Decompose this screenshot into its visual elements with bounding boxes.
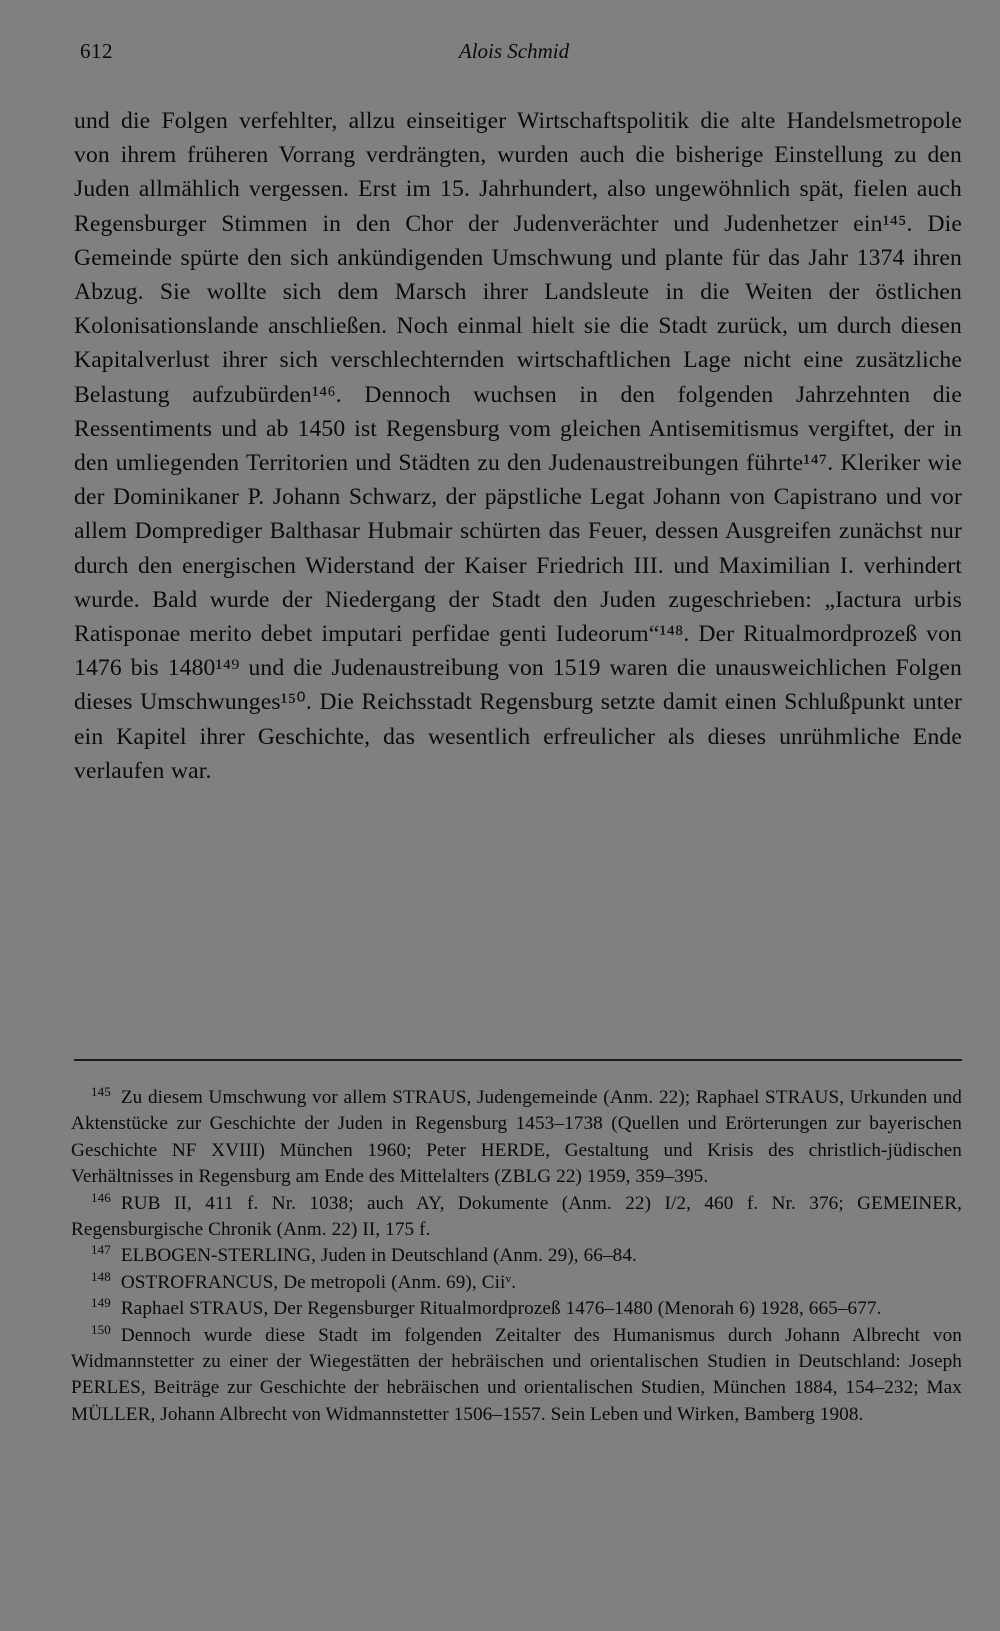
footnote-divider xyxy=(74,1059,962,1061)
footnote-text: Raphael STRAUS, Der Regensburger Ritualmordprozeß 1476–1480 (Menorah 6) 1928, 665–677. xyxy=(120,1298,882,1320)
footnote-150: 150 Dennoch wurde diese Stadt im folgenden Zeitalter des Humanismus durch Johann Albrecht von Widmannstetter zu einer der Wiegestätten der hebräischen und orientalischen Studien in Deutschland: Joseph PERLES, Beiträge zur Geschichte der hebräischen und orientalischen Studien, München 1884, 154–232; Max MÜLLER, Johann Albrecht von Widmannstetter 1506–1557. Sein Leben und Wirken, Bamberg 1908. xyxy=(71,1321,962,1425)
page-header xyxy=(74,36,954,66)
footnote-145: 145 Zu diesem Umschwung vor allem STRAUS, Judengemeinde (Anm. 22); Raphael STRAUS, Urkunden und Aktenstücke zur Geschichte der Juden in Regensburg 1453–1738 (Quellen und Erörterungen zur bayerischen Geschichte NF XVIII) München 1960; Peter HERDE, Gestaltung und Krisis des christlich-jüdischen Verhältnisses in Regensburg am Ende des Mittelalters (ZBLG 22) 1959, 359–395. xyxy=(71,1084,962,1188)
footnotes-section xyxy=(71,1085,962,1428)
footnote-149: 149 Raphael STRAUS, Der Regensburger Ritualmordprozeß 1476–1480 (Menorah 6) 1928, 665–677. xyxy=(91,1295,882,1320)
footnote-text: Dennoch wurde diese Stadt im folgenden Zeitalter des Humanismus durch Johann Albrecht von Widmannstetter zu einer der Wiegestätten der hebräischen und orientalischen Studien in Deutschland: Joseph PERLES, Beiträge zur Geschichte der hebräischen und orientalischen Studien, München 1884, 154–232; Max MÜLLER, Johann Albrecht von Widmannstetter 1506–1557. Sein Leben und Wirken, Bamberg 1908. xyxy=(71,1324,962,1425)
footnote-text: Zu diesem Umschwung vor allem STRAUS, Judengemeinde (Anm. 22); Raphael STRAUS, Urkunden und Aktenstücke zur Geschichte der Juden in Regensburg 1453–1738 (Quellen und Erörterungen zur bayerischen Geschichte NF XVIII) München 1960; Peter HERDE, Gestaltung und Krisis des christlich-jüdischen Verhältnisses in Regensburg am Ende des Mittelalters (ZBLG 22) 1959, 359–395. xyxy=(71,1087,962,1188)
footnote-text: RUB II, 411 f. Nr. 1038; auch AY, Dokumente (Anm. 22) I/2, 460 f. Nr. 376; GEMEINER, Regensburgische Chronik (Anm. 22) II, 175 f. xyxy=(71,1192,962,1241)
footnote-147: 147 ELBOGEN-STERLING, Juden in Deutschland (Anm. 29), 66–84. xyxy=(91,1242,637,1267)
footnote-146: 146 RUB II, 411 f. Nr. 1038; auch AY, Dokumente (Anm. 22) I/2, 460 f. Nr. 376; GEMEINER, Regensburgische Chronik (Anm. 22) II, 175 f. xyxy=(71,1189,962,1241)
footnote-148: 148 OSTROFRANCUS, De metropoli (Anm. 69), Ciiᵛ. xyxy=(91,1268,517,1293)
body-paragraph: und die Folgen verfehlter, allzu einseitiger Wirtschaftspolitik die alte Handelsmetropole von ihrem früheren Vorrang verdrängten, wurden auch die bisherige Einstellung zu den Juden allmählich vergessen. Erst im 15. Jahrhundert, also ungewöhnlich spät, fielen auch Regensburger Stimmen in den Chor der Judenverächter und Judenhetzer ein¹⁴⁵. Die Gemeinde spürte den sich ankündigenden Umschwung und plante für das Jahr 1374 ihren Abzug. Sie wollte sich dem Marsch ihrer Landsleute in die Weiten der östlichen Kolonisationslande anschließen. Noch einmal hielt sie die Stadt zurück, um durch diesen Kapitalverlust ihrer sich verschlechternden wirtschaftlichen Lage nicht eine zusätzliche Belastung aufzubürden¹⁴⁶. Dennoch wuchsen in den folgenden Jahrzehnten die Ressentiments und ab 1450 ist Regensburg vom gleichen Antisemitismus vergiftet, der in den umliegenden Territorien und Städten zu den Judenaustreibungen führte¹⁴⁷. Kleriker wie der Dominikaner P. Johann Schwarz, der päpstliche Legat Johann von Capistrano und vor allem Domprediger Balthasar Hubmair schürten das Feuer, dessen Ausgreifen zunächst nur durch den energischen Widerstand der Kaiser Friedrich III. und Maximilian I. verhindert wurde. Bald wurde der Niedergang der Stadt den Juden zugeschrieben: „Iactura urbis Ratisponae merito debet imputari perfidae genti Iudeorum“¹⁴⁸. Der Ritualmordprozeß von 1476 bis 1480¹⁴⁹ und die Judenaustreibung von 1519 waren die unausweichlichen Folgen dieses Umschwunges¹⁵⁰. Die Reichsstadt Regensburg setzte damit einen Schlußpunkt unter ein Kapitel ihrer Geschichte, das wesentlich erfreulicher als dieses unrühmliche Ende verlaufen war. xyxy=(74,108,962,784)
page-number: 612 xyxy=(80,39,113,63)
footnote-text: ELBOGEN-STERLING, Juden in Deutschland (Anm. 29), 66–84. xyxy=(120,1245,637,1267)
footnote-text: OSTROFRANCUS, De metropoli (Anm. 69), Ciiᵛ. xyxy=(120,1271,517,1293)
running-head-author: Alois Schmid xyxy=(458,39,570,63)
